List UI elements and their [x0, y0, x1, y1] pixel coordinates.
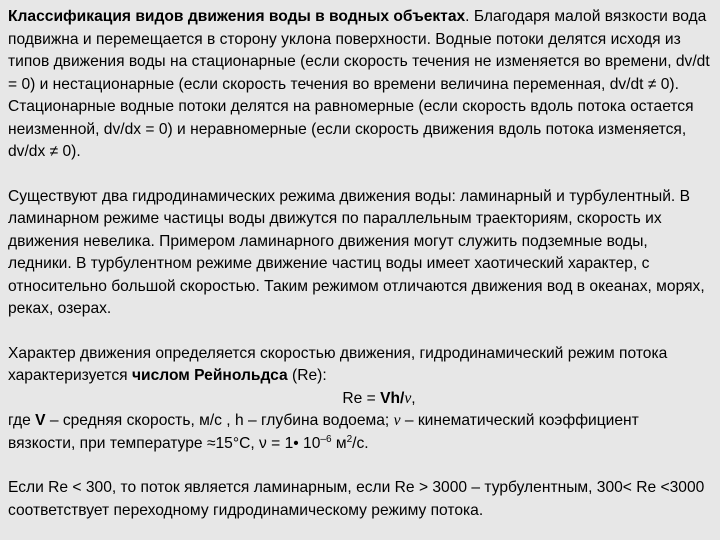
definition-text: где: [8, 412, 36, 429]
definition-nu: ν: [393, 412, 401, 429]
definition-square: 2: [346, 433, 353, 445]
paragraph-spacer: [8, 164, 710, 186]
paragraph-definitions: [8, 410, 710, 455]
paragraph-classification: [8, 6, 710, 96]
formula-end: ,: [411, 389, 416, 407]
paragraph-regimes: Существуют два гидродинамических режима движения воды: ламинарный и турбулентный. В ламинарном режиме частицы воды движутся по параллельным траекториям, скорость их движения невелика. Примером ламинарного движения могут служить подземные воды, ледники. В турбулентном режиме движение частиц воды имеет хаотический характер, с относительно большой скоростью. Таким режимом отличаются движения вод в океанах, морях, реках, озерах.: [8, 187, 705, 317]
paragraph-spacer: [8, 321, 710, 343]
formula-velocity-height: Vh/: [380, 389, 405, 407]
formula-nu: ν: [404, 389, 412, 407]
reynolds-text-after: (Re):: [287, 367, 327, 384]
reynolds-formula: [8, 388, 710, 411]
definition-text: – средняя скорость, м/с , h – глубина водоема;: [45, 412, 394, 429]
reynolds-term: числом Рейнольдса: [131, 367, 288, 384]
paragraph-thresholds: Если Re < 300, то поток является ламинарным, если Re > 3000 – турбулентным, 300< Re <3000 соответствует переходному гидродинамическому режиму потока.: [8, 479, 705, 519]
definition-text: м: [331, 434, 347, 452]
paragraph-text: . Благодаря малой вязкости вода подвижна и перемещается в сторону уклона поверхности. Водные потоки делятся исходя из типов движения воды на стационарные (если скорость течения не изменяется во времени, dv/dt = 0) и нестационарные (если скорость течения во времени величина переменная, dv/dt ≠ 0).: [8, 8, 710, 93]
formula-left: Re =: [342, 389, 381, 407]
paragraph-spacer: [8, 455, 710, 477]
paragraph-stationary: Стационарные водные потоки делятся на равномерные (если скорость вдоль потока остается неизменной, dv/dx = 0) и неравномерные (если скорость движения вдоль потока изменяется, dv/dx ≠ 0).: [8, 98, 694, 160]
definition-v: V: [35, 412, 46, 429]
definition-text: – кинематический коэффициент вязкости, при температуре ≈15°С, ν = 1• 10: [8, 412, 639, 452]
definition-exponent: –6: [320, 433, 332, 445]
paragraph-reynolds: [8, 343, 710, 388]
definition-text: /с.: [352, 434, 369, 452]
section-heading: Классификация видов движения воды в водных объектах: [8, 8, 466, 25]
reynolds-text-before: Характер движения определяется скоростью движения, гидродинамический режим потока характеризуется: [8, 344, 668, 384]
